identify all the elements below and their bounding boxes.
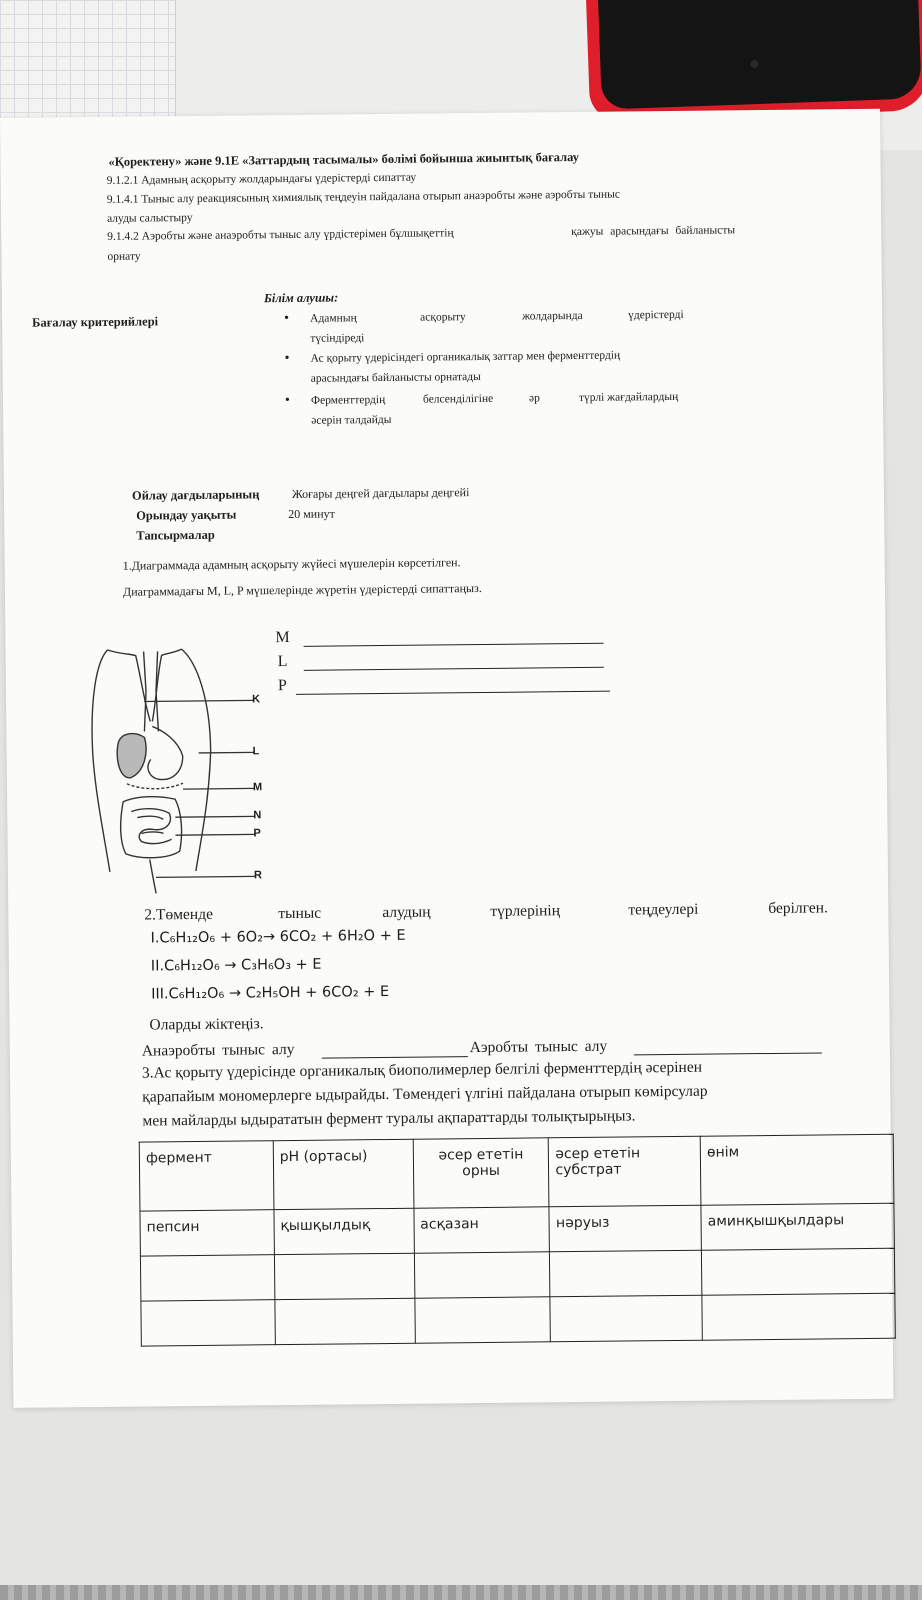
task2-intro-1: 2.Төменде: [144, 905, 214, 924]
task3-text-1: 3.Ас қорыту үдерісінде органикалық биополимерлер белгілі ферменттердің әсерінен: [141, 1058, 703, 1082]
table-cell: нәруыз: [549, 1205, 701, 1252]
task1-text-1: 1.Диаграммада адамның асқорыту жүйесі мүшелерін көрсетілген.: [122, 555, 461, 573]
task3-text-3: мен майларды ыдырататын фермент туралы ақпараттарды толықтырыңыз.: [142, 1107, 636, 1130]
criterion-3-word-3: әр: [528, 392, 540, 405]
aerobic-answer-line[interactable]: [634, 1052, 822, 1055]
table-cell: пепсин: [140, 1210, 274, 1256]
criterion-3-word-4: түрлі жағдайлардың: [578, 390, 679, 404]
table-row: [140, 1248, 894, 1301]
time-value: 20 минут: [288, 506, 335, 522]
criterion-1-word-1: Адамның: [310, 312, 357, 325]
table-cell: аминқышқылдары: [701, 1203, 894, 1250]
table-cell[interactable]: [141, 1300, 275, 1346]
criterion-2: Ас қорыту үдерісіндегі органикалық заттар мен ферменттердің: [310, 349, 621, 365]
objective-3-cont: орнату: [107, 250, 141, 263]
criterion-3-cont: әсерін талдайды: [311, 413, 392, 427]
smartphone: [586, 0, 922, 122]
table-cell[interactable]: [415, 1297, 551, 1343]
answer-line-m[interactable]: [304, 643, 604, 647]
table-cell[interactable]: [550, 1295, 702, 1342]
diagram-label-l: L: [252, 745, 260, 758]
objective-1: 9.1.2.1 Адамның асқорыту жолдарындағы үдерістерді сипаттау: [106, 171, 417, 187]
aerobic-label: Аэробты тыныс алу: [469, 1037, 608, 1057]
diagram-label-k: K: [252, 693, 261, 706]
task2-intro-4: түрлерінің: [490, 902, 561, 920]
criterion-3-word-2: белсенділігіне: [422, 392, 494, 406]
diagram-label-m: M: [252, 781, 263, 794]
answer-label-p: P: [277, 677, 287, 695]
table-edge: [0, 1585, 922, 1600]
bullet-icon: •: [284, 350, 290, 367]
header-cell-product: өнім: [700, 1134, 894, 1205]
digestive-system-diagram: [77, 630, 280, 902]
table-cell[interactable]: [550, 1250, 702, 1297]
header-cell-enzyme: фермент: [139, 1141, 274, 1211]
table-cell[interactable]: [275, 1298, 415, 1344]
criterion-1-cont: түсіндіреді: [310, 332, 365, 345]
table-cell[interactable]: [274, 1253, 414, 1299]
bullet-icon: •: [284, 392, 290, 409]
header-cell-ph: pH (ортасы): [273, 1139, 414, 1209]
table-row: [140, 1203, 894, 1256]
equation-2: II.C₆H₁₂O₆ → C₃H₆O₃ + E: [150, 956, 322, 975]
equation-1: I.C₆H₁₂O₆ + 6O₂→ 6CO₂ + 6H₂O + E: [150, 927, 406, 947]
table-cell: асқазан: [414, 1207, 550, 1253]
criterion-1-word-4: үдерістерді: [628, 308, 684, 322]
answer-label-l: L: [277, 653, 288, 671]
anaerobic-label: Анаэробты тыныс алу: [141, 1040, 295, 1060]
header-cell-site: әсер ететін орны: [413, 1138, 549, 1208]
table-cell[interactable]: [702, 1248, 895, 1295]
answer-line-p[interactable]: [296, 691, 610, 695]
enzyme-table: [139, 1134, 896, 1347]
task2-intro-5: теңдеулері: [628, 900, 699, 919]
objective-3-part2: қажуы арасындағы байланысты: [571, 224, 736, 239]
diagram-label-r: R: [253, 869, 262, 882]
bullet-icon: •: [284, 310, 290, 327]
worksheet-page: [0, 109, 893, 1408]
equation-3: III.C₆H₁₂O₆ → C₂H₅OH + 6CO₂ + E: [151, 983, 390, 1003]
tasks-label: Тапсырмалар: [136, 527, 215, 543]
header-cell-substrate: әсер ететін субстрат: [549, 1136, 701, 1207]
answer-line-l[interactable]: [304, 667, 604, 671]
answer-label-m: M: [275, 628, 290, 647]
task3-text-2: қарапайым мономерлерге ыдырайды. Төмендегі үлгіні пайдалана отырып көмірсулар: [142, 1082, 708, 1106]
diagram-label-p: P: [253, 827, 261, 840]
anaerobic-answer-line[interactable]: [322, 1056, 468, 1059]
task2-intro-3: алудың: [382, 903, 431, 922]
task2-instruction: Оларды жіктеңіз.: [149, 1015, 264, 1034]
objective-3: 9.1.4.2 Аэробты және анаэробты тыныс алу үрдістерімен бұлшықеттің: [107, 227, 454, 243]
criterion-1-word-3: жолдарында: [522, 309, 583, 323]
skills-label: Ойлау дағдыларының: [131, 487, 260, 503]
table-cell: қышқылдық: [274, 1208, 414, 1254]
criterion-1-word-2: асқорыту: [420, 311, 466, 324]
worksheet-title: «Қоректену» және 9.1Е «Заттардың тасымалы» бөлімі бойынша жиынтық бағалау: [108, 149, 580, 169]
table-row: [141, 1293, 895, 1346]
criterion-3-word-1: Ферменттердің: [310, 393, 386, 407]
criterion-2-cont: арасындағы байланысты орнатады: [310, 370, 481, 385]
objective-2: 9.1.4.1 Тыныс алу реакциясының химиялық теңдеуін пайдалана отырып анаэробты және аэробты тыныс: [106, 188, 621, 206]
table-cell[interactable]: [702, 1293, 895, 1340]
task2-intro-6: берілген.: [768, 899, 828, 917]
table-cell[interactable]: [140, 1255, 274, 1301]
table-header-row: [139, 1134, 894, 1211]
task1-text-2: Диаграммадағы M, L, P мүшелерінде жүретін үдерістерді сипаттаңыз.: [122, 580, 482, 599]
skills-value: Жоғары деңгей дағдылары деңгейі: [291, 485, 470, 501]
criteria-lead: Білім алушы:: [263, 290, 339, 306]
time-label: Орындау уақыты: [136, 507, 237, 523]
criteria-label: Бағалау критерийлері: [32, 314, 159, 330]
diagram-label-n: N: [253, 809, 262, 822]
objective-2-cont: алуды салыстыру: [106, 211, 193, 225]
table-cell[interactable]: [414, 1252, 550, 1298]
task2-intro-2: тыныс: [278, 904, 322, 923]
